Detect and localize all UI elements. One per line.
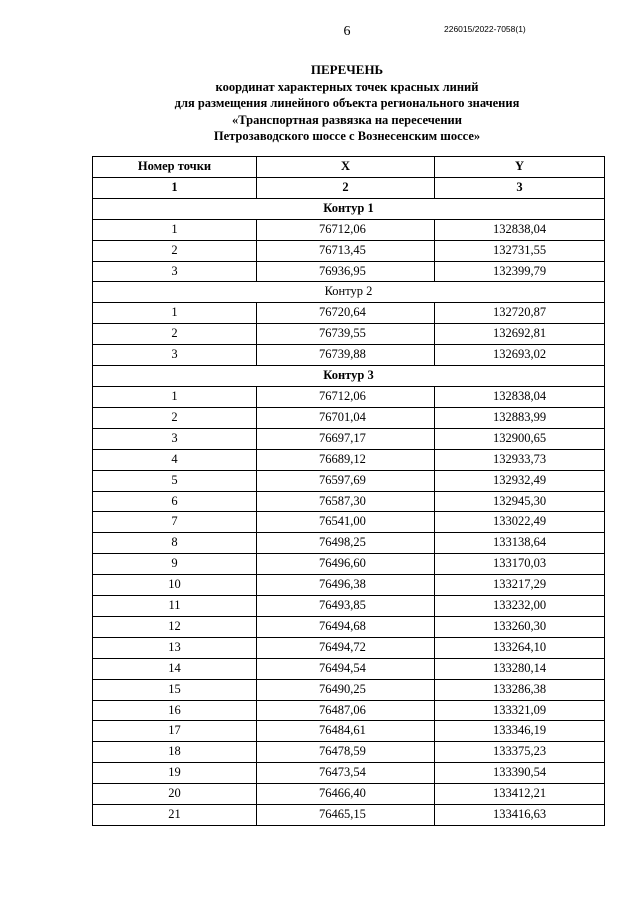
table-body — [93, 177, 605, 825]
y-coordinate-cell: 132720,87 — [435, 303, 605, 324]
x-coordinate-cell: 76498,25 — [257, 533, 435, 554]
x-coordinate-cell: 76739,88 — [257, 345, 435, 366]
point-number-cell: 15 — [93, 679, 257, 700]
table-row — [93, 596, 605, 617]
y-coordinate-cell: 133416,63 — [435, 805, 605, 826]
table-row — [93, 742, 605, 763]
y-coordinate-cell: 132945,30 — [435, 491, 605, 512]
y-coordinate-cell: 133264,10 — [435, 637, 605, 658]
point-number-cell: 2 — [93, 407, 257, 428]
y-coordinate-cell: 133022,49 — [435, 512, 605, 533]
x-coordinate-cell: 76487,06 — [257, 700, 435, 721]
y-coordinate-cell: 132838,04 — [435, 386, 605, 407]
table-row — [93, 512, 605, 533]
table-row — [93, 658, 605, 679]
point-number-cell: 18 — [93, 742, 257, 763]
x-coordinate-cell: 76494,72 — [257, 637, 435, 658]
table-row — [93, 533, 605, 554]
table-header-row — [93, 157, 605, 178]
table-row — [93, 784, 605, 805]
x-coordinate-cell: 76465,15 — [257, 805, 435, 826]
x-coordinate-cell: 76466,40 — [257, 784, 435, 805]
column-index: 3 — [435, 177, 605, 198]
point-number-cell: 4 — [93, 449, 257, 470]
y-coordinate-cell: 133412,21 — [435, 784, 605, 805]
point-number-cell: 3 — [93, 428, 257, 449]
contour-title: Контур 3 — [93, 366, 605, 387]
y-coordinate-cell: 132693,02 — [435, 345, 605, 366]
point-number-cell: 12 — [93, 616, 257, 637]
table-row — [93, 428, 605, 449]
y-coordinate-cell: 132933,73 — [435, 449, 605, 470]
table-row — [93, 616, 605, 637]
point-number-cell: 17 — [93, 721, 257, 742]
point-number-cell: 1 — [93, 219, 257, 240]
heading-line: «Транспортная развязка на пересечении — [232, 112, 462, 127]
point-number-cell: 6 — [93, 491, 257, 512]
x-coordinate-cell: 76484,61 — [257, 721, 435, 742]
table-row — [93, 679, 605, 700]
table-row — [93, 240, 605, 261]
x-coordinate-cell: 76689,12 — [257, 449, 435, 470]
x-coordinate-cell: 76720,64 — [257, 303, 435, 324]
x-coordinate-cell: 76713,45 — [257, 240, 435, 261]
column-index: 2 — [257, 177, 435, 198]
document-code: 226015/2022-7058(1) — [444, 24, 526, 34]
x-coordinate-cell: 76473,54 — [257, 763, 435, 784]
contour-header-row — [93, 282, 605, 303]
table-row — [93, 219, 605, 240]
point-number-cell: 9 — [93, 554, 257, 575]
y-coordinate-cell: 133286,38 — [435, 679, 605, 700]
y-coordinate-cell: 133138,64 — [435, 533, 605, 554]
x-coordinate-cell: 76494,68 — [257, 616, 435, 637]
header-point-number: Номер точки — [93, 157, 257, 178]
coordinates-table — [92, 156, 605, 826]
contour-header-row — [93, 198, 605, 219]
contour-header-row — [93, 366, 605, 387]
point-number-cell: 16 — [93, 700, 257, 721]
y-coordinate-cell: 133321,09 — [435, 700, 605, 721]
table-row — [93, 470, 605, 491]
x-coordinate-cell: 76712,06 — [257, 386, 435, 407]
y-coordinate-cell: 133232,00 — [435, 596, 605, 617]
x-coordinate-cell: 76496,60 — [257, 554, 435, 575]
table-row — [93, 721, 605, 742]
y-coordinate-cell: 133170,03 — [435, 554, 605, 575]
y-coordinate-cell: 132838,04 — [435, 219, 605, 240]
heading-line: координат характерных точек красных линий — [215, 79, 479, 94]
y-coordinate-cell: 132692,81 — [435, 324, 605, 345]
x-coordinate-cell: 76712,06 — [257, 219, 435, 240]
x-coordinate-cell: 76739,55 — [257, 324, 435, 345]
column-index: 1 — [93, 177, 257, 198]
heading-line: Петрозаводского шоссе с Вознесенским шоссе» — [213, 129, 481, 143]
table-row — [93, 449, 605, 470]
contour-title: Контур 1 — [93, 198, 605, 219]
y-coordinate-cell: 133375,23 — [435, 742, 605, 763]
y-coordinate-cell: 132932,49 — [435, 470, 605, 491]
table-row — [93, 386, 605, 407]
x-coordinate-cell: 76494,54 — [257, 658, 435, 679]
y-coordinate-cell: 133390,54 — [435, 763, 605, 784]
x-coordinate-cell: 76587,30 — [257, 491, 435, 512]
point-number-cell: 5 — [93, 470, 257, 491]
point-number-cell: 1 — [93, 303, 257, 324]
point-number-cell: 2 — [93, 324, 257, 345]
heading-line: для размещения линейного объекта регионального значения — [174, 96, 520, 110]
point-number-cell: 19 — [93, 763, 257, 784]
y-coordinate-cell: 133280,14 — [435, 658, 605, 679]
table-row — [93, 261, 605, 282]
table-row — [93, 407, 605, 428]
table-row — [93, 700, 605, 721]
x-coordinate-cell: 76493,85 — [257, 596, 435, 617]
point-number-cell: 10 — [93, 575, 257, 596]
x-coordinate-cell: 76697,17 — [257, 428, 435, 449]
table-row — [93, 637, 605, 658]
table-row — [93, 303, 605, 324]
table-row — [93, 554, 605, 575]
y-coordinate-cell: 133260,30 — [435, 616, 605, 637]
x-coordinate-cell: 76496,38 — [257, 575, 435, 596]
y-coordinate-cell: 132883,99 — [435, 407, 605, 428]
document-title: ПЕРЕЧЕНЬ — [310, 62, 384, 77]
x-coordinate-cell: 76478,59 — [257, 742, 435, 763]
header-x: X — [257, 157, 435, 178]
y-coordinate-cell: 133346,19 — [435, 721, 605, 742]
point-number-cell: 21 — [93, 805, 257, 826]
point-number-cell: 2 — [93, 240, 257, 261]
y-coordinate-cell: 132731,55 — [435, 240, 605, 261]
table-row — [93, 491, 605, 512]
x-coordinate-cell: 76490,25 — [257, 679, 435, 700]
point-number-cell: 20 — [93, 784, 257, 805]
table-row — [93, 763, 605, 784]
point-number-cell: 3 — [93, 261, 257, 282]
x-coordinate-cell: 76701,04 — [257, 407, 435, 428]
point-number-cell: 13 — [93, 637, 257, 658]
contour-title: Контур 2 — [93, 282, 605, 303]
y-coordinate-cell: 133217,29 — [435, 575, 605, 596]
x-coordinate-cell: 76936,95 — [257, 261, 435, 282]
x-coordinate-cell: 76597,69 — [257, 470, 435, 491]
table-row — [93, 345, 605, 366]
table-row — [93, 575, 605, 596]
point-number-cell: 11 — [93, 596, 257, 617]
y-coordinate-cell: 132900,65 — [435, 428, 605, 449]
point-number-cell: 8 — [93, 533, 257, 554]
point-number-cell: 1 — [93, 386, 257, 407]
document-heading — [0, 62, 640, 145]
header-y: Y — [435, 157, 605, 178]
y-coordinate-cell: 132399,79 — [435, 261, 605, 282]
point-number-cell: 7 — [93, 512, 257, 533]
x-coordinate-cell: 76541,00 — [257, 512, 435, 533]
table-row — [93, 324, 605, 345]
table-row — [93, 805, 605, 826]
column-index-row — [93, 177, 605, 198]
point-number-cell: 3 — [93, 345, 257, 366]
page-number: 6 — [343, 24, 351, 39]
point-number-cell: 14 — [93, 658, 257, 679]
